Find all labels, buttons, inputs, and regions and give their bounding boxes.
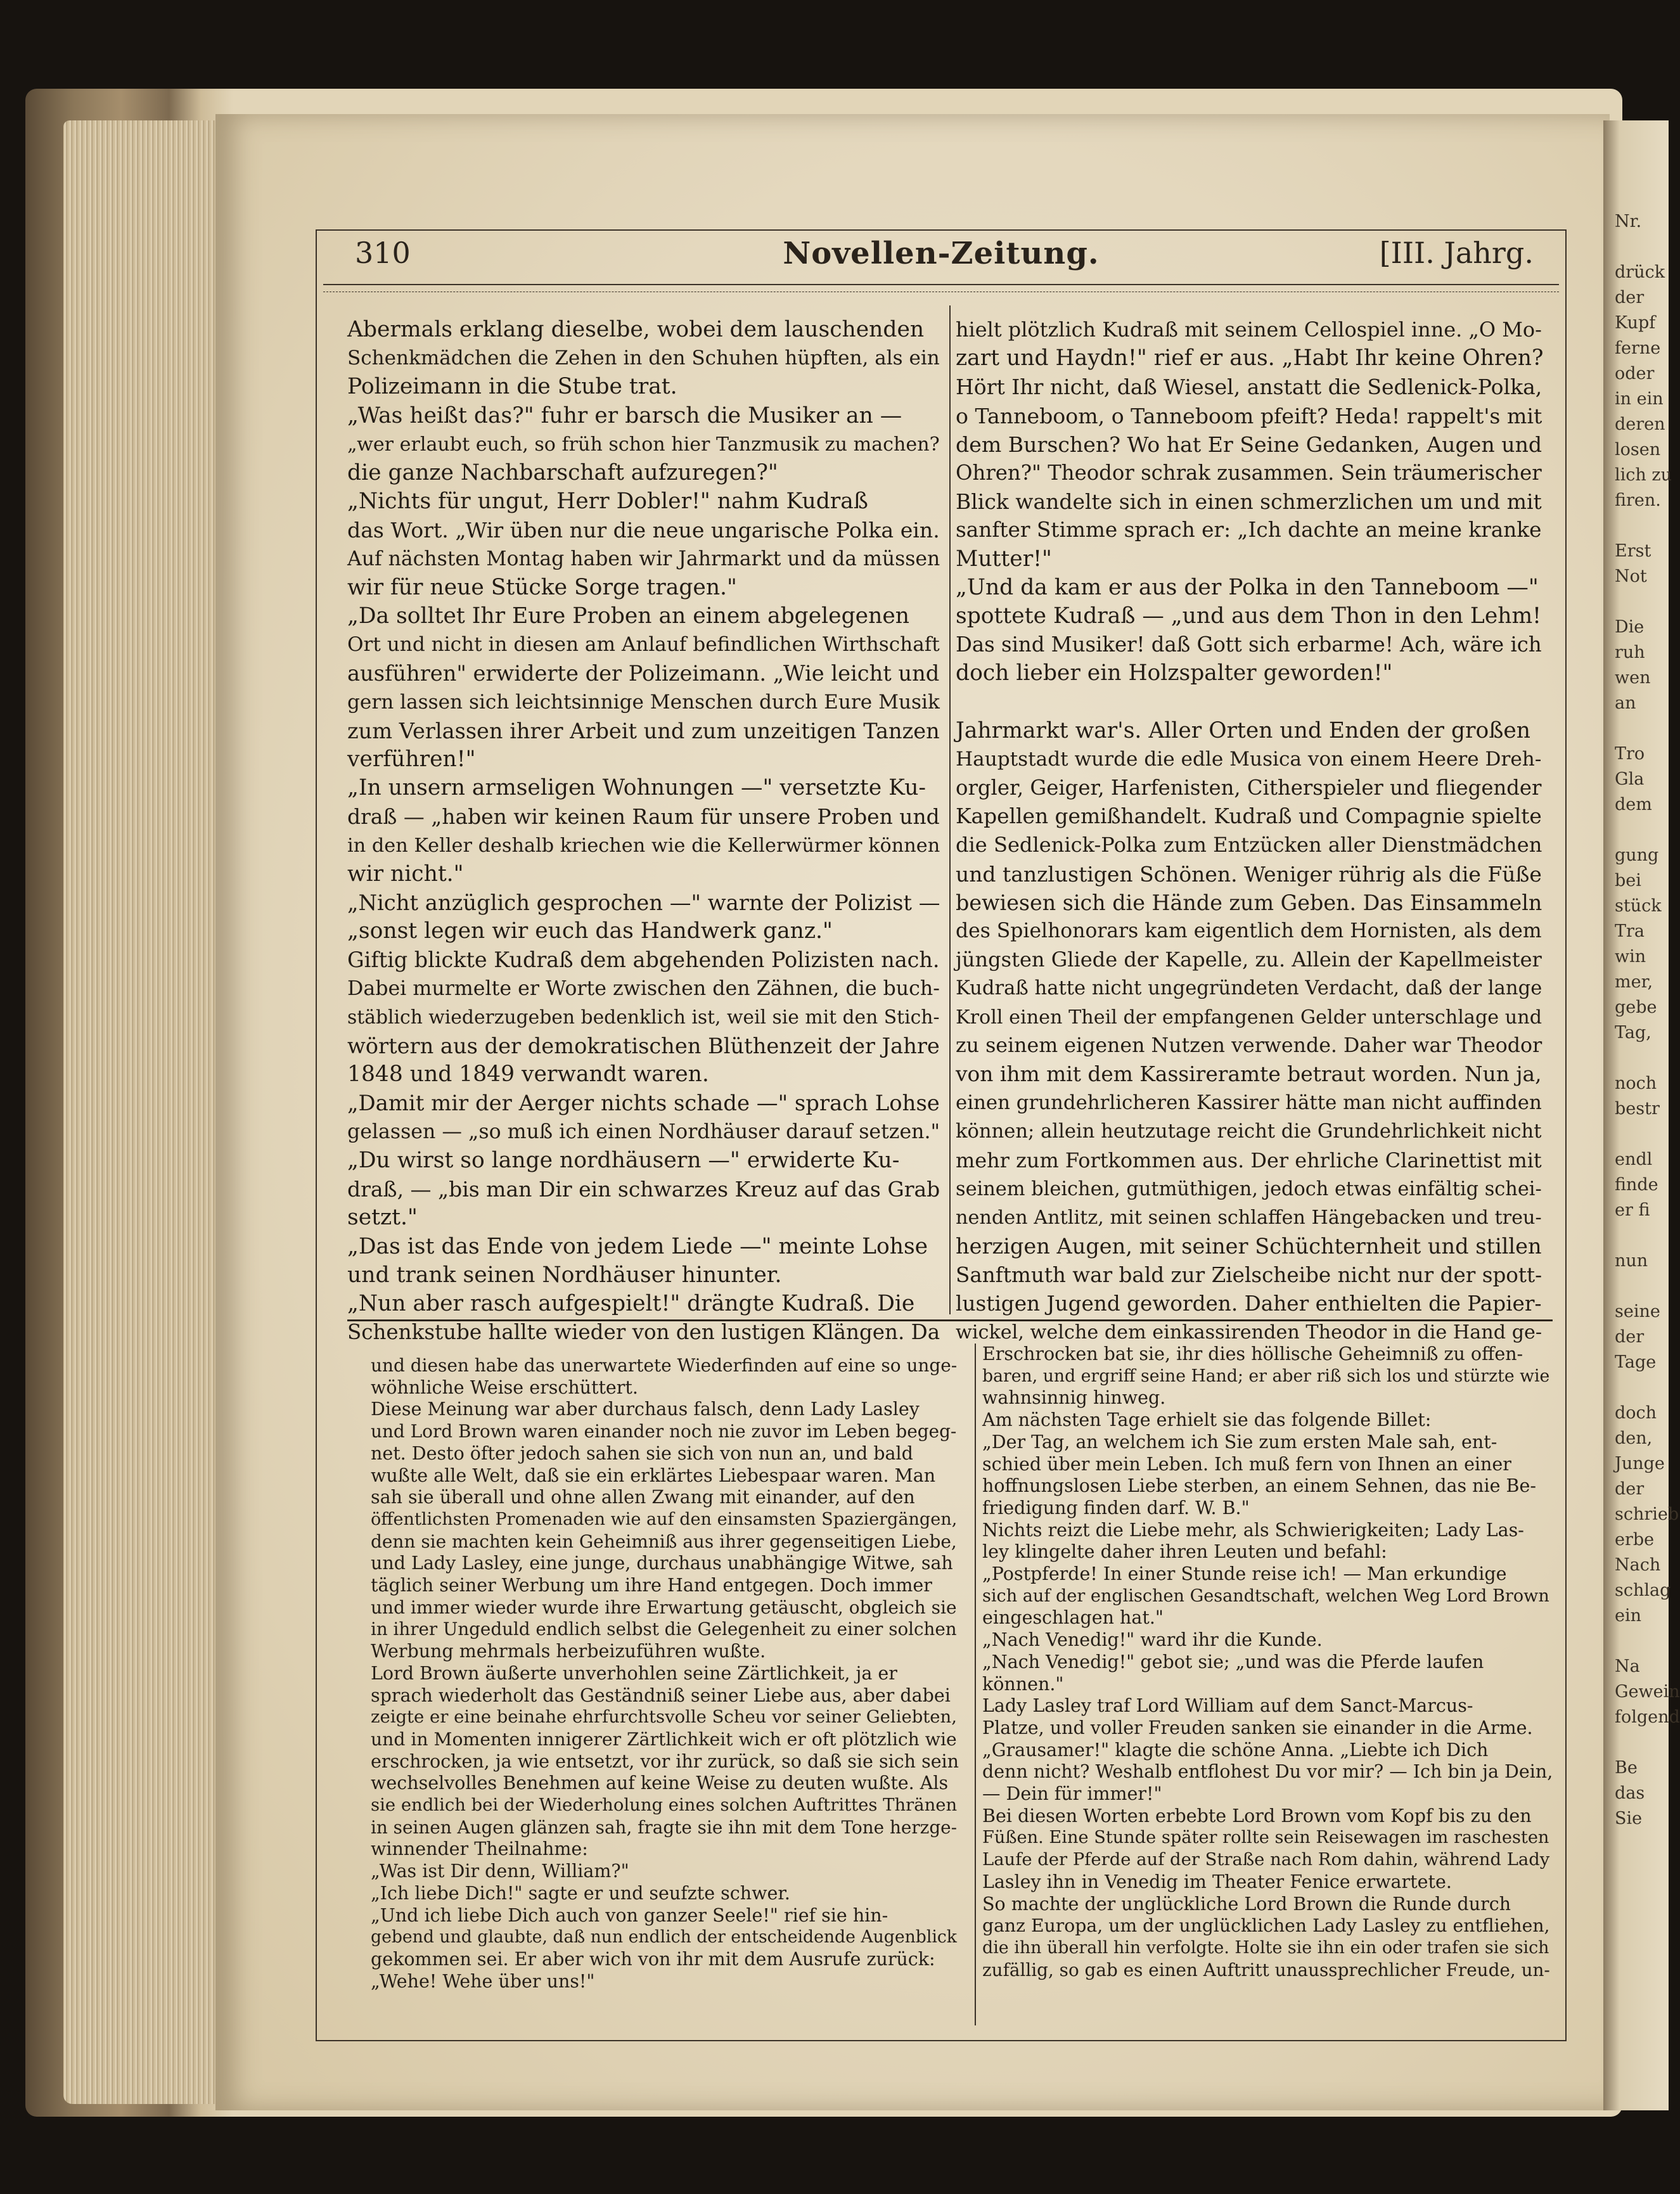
text-line: verführen!" [347, 747, 476, 773]
text-line: können; allein heutzutage reicht die Grundehrlichkeit nicht [956, 1120, 1542, 1143]
text-line: Sanftmuth war bald zur Zielscheibe nicht nur der spott- [956, 1262, 1542, 1287]
text-line: spottete Kudraß — „und aus dem Thon in den Lehm! [956, 603, 1542, 629]
text-line: Dabei murmelte er Worte zwischen den Zähnen, die buch- [347, 977, 940, 1000]
text-line: hoffnungslosen Liebe sterben, an einem Sehnen, das nie Be- [982, 1475, 1536, 1497]
text-line: Lady Lasley traf Lord William auf dem Sanct-Marcus- [982, 1695, 1473, 1717]
fragment-line: mer, [1615, 972, 1653, 992]
text-line: von ihm mit dem Kassireramte betraut worden. Nun ja, [956, 1062, 1542, 1087]
fragment-line: ferne [1615, 338, 1661, 358]
fragment-line: bei [1615, 871, 1641, 890]
fragment-line: nun [1615, 1251, 1648, 1271]
text-line: „Der Tag, an welchem ich Sie zum ersten Male sah, ent- [982, 1431, 1497, 1453]
text-line: sie endlich bei der Wiederholung eines solchen Auftrittes Thränen [371, 1795, 958, 1816]
text-line: „wer erlaubt euch, so früh schon hier Tanzmusik zu machen? [347, 433, 940, 456]
fragment-line: noch [1615, 1074, 1657, 1093]
text-line: in den Keller deshalb kriechen wie die Kellerwürmer können [347, 834, 940, 857]
text-line: „Was heißt das?" fuhr er barsch die Musiker an — [347, 402, 902, 428]
text-line: des Spielhonorars kam eigentlich dem Hornisten, als dem [956, 920, 1542, 943]
text-line: Hauptstadt wurde die edle Musica von einem Heere Dreh- [956, 747, 1542, 771]
text-line: wechselvolles Benehmen auf keine Weise zu deuten wußte. Als [371, 1773, 949, 1794]
fragment-line: folgend [1615, 1707, 1680, 1727]
fragment-line: Tage [1615, 1352, 1657, 1372]
text-line: Schenkmädchen die Zehen in den Schuhen hüpften, als ein [347, 347, 940, 370]
text-line: und trank seinen Nordhäuser hinunter. [347, 1262, 782, 1288]
text-line: nenden Antlitz, mit seinen schlaffen Hängebacken und treu- [956, 1207, 1542, 1229]
fragment-line: schrieb [1615, 1504, 1679, 1524]
text-line: o Tanneboom, o Tanneboom pfeift? Heda! rappelt's mit [956, 403, 1542, 428]
fragment-line: der [1615, 288, 1645, 307]
fragment-line: dem [1615, 795, 1652, 814]
text-line: wörtern aus der demokratischen Blüthenzeit der Jahre [347, 1034, 940, 1059]
fragment-line: Junge [1615, 1454, 1665, 1473]
fragment-line [1615, 1375, 1665, 1401]
text-line: das Wort. „Wir üben nur die neue ungarische Polka ein. [347, 518, 940, 543]
text-line: wußte alle Welt, daß sie ein erklärtes Liebespaar waren. Man [371, 1465, 936, 1486]
text-line: zu seinem eigenen Nutzen verwende. Daher war Theodor [956, 1034, 1542, 1057]
text-line: Lord Brown äußerte unverhohlen seine Zärtlichkeit, ja er [371, 1662, 897, 1684]
upper-right-column [956, 316, 1545, 1347]
fragment-line: Not [1615, 567, 1647, 586]
text-line: bewiesen sich die Hände zum Geben. Das Einsammeln [956, 890, 1542, 915]
text-line: winnender Theilnahme: [371, 1838, 588, 1860]
text-line: Abermals erklang dieselbe, wobei dem lauschenden [347, 317, 925, 342]
fragment-line: Be [1615, 1758, 1638, 1778]
fragment-line: an [1615, 693, 1636, 713]
fragment-line: bestr [1615, 1099, 1660, 1119]
fragment-line: stück [1615, 896, 1662, 916]
text-line: gebend und glaubte, daß nun endlich der entscheidende Augenblick [371, 1927, 957, 1947]
text-line: Laufe der Pferde auf der Straße nach Rom dahin, während Lady [982, 1850, 1550, 1870]
text-line: täglich seiner Werbung um ihre Hand entgegen. Doch immer [371, 1575, 932, 1596]
text-line: Nichts reizt die Liebe mehr, als Schwierigkeiten; Lady Las- [982, 1519, 1524, 1541]
text-line: zart und Haydn!" rief er aus. „Habt Ihr keine Ohren? [956, 345, 1544, 371]
lower-column-divider [975, 1344, 976, 2025]
text-line: setzt." [347, 1205, 418, 1231]
text-line: Bei diesen Worten erbebte Lord Brown vom Kopf bis zu den [982, 1805, 1532, 1826]
text-line: zufällig, so gab es einen Auftritt unaussprechlicher Freude, un- [982, 1959, 1550, 1980]
text-line: sah sie überall und ohne allen Zwang mit einander, auf den [371, 1487, 915, 1508]
upper-left-column [347, 316, 943, 1347]
fragment-line: doch [1615, 1403, 1657, 1423]
fragment-line: Erst [1615, 541, 1651, 561]
fragment-line: der [1615, 1327, 1645, 1347]
volume-label: [III. Jahrg. [1379, 236, 1534, 270]
text-line: „Nicht anzüglich gesprochen —" warnte der Polizist — [347, 890, 940, 916]
text-line: in seinen Augen glänzen sah, fragte sie ihn mit dem Tone herzge- [371, 1816, 958, 1838]
fragment-line: finde [1615, 1175, 1658, 1195]
fragment-line: Tag, [1615, 1023, 1651, 1042]
fragment-line [1615, 234, 1665, 260]
text-line: Am nächsten Tage erhielt sie das folgende Billet: [982, 1409, 1432, 1431]
text-line: friedigung finden darf. W. B." [982, 1497, 1250, 1518]
text-line: doch lieber ein Holzspalter geworden!" [956, 660, 1393, 686]
fragment-line: schlag [1615, 1581, 1671, 1600]
text-line: und Lord Brown waren einander noch nie zuvor im Leben begeg- [371, 1421, 957, 1442]
text-line: gelassen — „so muß ich einen Nordhäuser darauf setzen." [347, 1120, 940, 1143]
text-line: wir nicht." [347, 861, 464, 887]
text-line: ley klingelte daher ihren Leuten und befahl: [982, 1541, 1387, 1563]
text-line: gekommen sei. Er aber wich von ihr mit dem Ausrufe zurück: [371, 1948, 935, 1970]
text-line: „Grausamer!" klagte die schöne Anna. „Liebte ich Dich [982, 1739, 1489, 1761]
fragment-line: lich zu [1615, 465, 1672, 485]
page-stack-edge [63, 120, 228, 2104]
fragment-line: oder [1615, 364, 1655, 383]
text-line: draß, — „bis man Dir ein schwarzes Kreuz auf das Grab [347, 1177, 940, 1202]
fragment-line: wen [1615, 668, 1651, 688]
text-line: Mutter!" [956, 546, 1052, 572]
text-line: baren, und ergriff seine Hand; er aber riß sich los und stürzte wie [982, 1366, 1550, 1386]
fragment-line: Gewein [1615, 1682, 1680, 1702]
fragment-line: firen. [1615, 491, 1661, 510]
fragment-line: win [1615, 947, 1646, 966]
fragment-line: endl [1615, 1150, 1653, 1169]
fragment-line: Nach [1615, 1555, 1661, 1575]
page-number: 310 [355, 236, 411, 270]
text-line: „Und da kam er aus der Polka in den Tanneboom —" [956, 574, 1539, 600]
text-line: sich auf der englischen Gesandtschaft, welchen Weg Lord Brown [982, 1586, 1549, 1606]
text-line: wir für neue Stücke Sorge tragen." [347, 574, 737, 600]
text-line: können." [982, 1673, 1064, 1695]
fragment-line: er fi [1615, 1200, 1650, 1220]
text-line: gern lassen sich leichtsinnige Menschen durch Eure Musik [347, 690, 940, 714]
text-line: zeigte er eine beinahe ehrfurchtsvolle Scheu vor seiner Geliebten, [371, 1707, 957, 1728]
text-line: Erschrocken bat sie, ihr dies höllische Geheimniß zu offen- [982, 1344, 1523, 1364]
text-line: „Nach Venedig!" ward ihr die Kunde. [982, 1629, 1323, 1651]
text-line: erschrocken, ja wie entsetzt, vor ihr zurück, so daß sie sich sein [371, 1750, 959, 1772]
text-line: Schenkstube hallte wieder von den lustigen Klängen. Da [347, 1320, 940, 1345]
text-line: öffentlichsten Promenaden wie auf den einsamsten Spaziergängen, [371, 1509, 958, 1529]
fragment-line [1615, 589, 1665, 615]
text-line: stäblich wiederzugeben bedenklich ist, weil sie mit den Stich- [347, 1006, 940, 1029]
fragment-line: deren [1615, 414, 1665, 434]
text-line: 1848 und 1849 verwandt waren. [347, 1062, 709, 1087]
text-line: die ihn überall hin verfolgte. Holte sie ihn ein oder trafen sie sich [982, 1937, 1549, 1958]
lower-left-column [371, 1355, 960, 1992]
text-line: „sonst legen wir euch das Handwerk ganz." [347, 918, 833, 944]
text-line: Das sind Musiker! daß Gott sich erbarme! Ach, wäre ich [956, 632, 1542, 657]
journal-title: Novellen-Zeitung. [783, 236, 1100, 271]
fragment-line: Kupf [1615, 313, 1656, 333]
text-line: die ganze Nachbarschaft aufzuregen?" [347, 460, 778, 486]
text-line: sprach wiederholt das Geständniß seiner Liebe aus, aber dabei [371, 1684, 951, 1706]
text-line: ausführen" erwiderte der Polizeimann. „Wie leicht und [347, 661, 940, 686]
fragment-line [1615, 1730, 1665, 1755]
text-line: „Damit mir der Aerger nichts schade —" sprach Lohse [347, 1091, 940, 1116]
text-line: Hört Ihr nicht, daß Wiesel, anstatt die Sedlenick-Polka, [956, 375, 1542, 400]
column-divider [949, 305, 951, 1314]
text-line: und diesen habe das unerwartete Wiederfinden auf eine so unge- [371, 1355, 958, 1376]
text-line: denn sie machten kein Geheimniß aus ihrer gegenseitigen Liebe, [371, 1530, 957, 1552]
feuilleton-rule [347, 1319, 1553, 1321]
fragment-line: Sie [1615, 1809, 1643, 1828]
text-line: denn nicht? Weshalb entflohest Du vor mir? — Ich bin ja Dein, [982, 1761, 1553, 1783]
fragment-line: in ein [1615, 389, 1664, 409]
fragment-line: drück [1615, 262, 1665, 282]
text-line: „In unsern armseligen Wohnungen —" versetzte Ku- [347, 775, 927, 801]
text-line: „Nach Venedig!" gebot sie; „und was die Pferde laufen [982, 1651, 1484, 1672]
text-line: Auf nächsten Montag haben wir Jahrmarkt und da müssen [347, 547, 940, 570]
text-line: Blick wandelte sich in einen schmerzlichen um und mit [956, 489, 1542, 515]
fragment-line: ein [1615, 1606, 1642, 1626]
fragment-line [1615, 1274, 1665, 1299]
text-line: seinem bleichen, gutmüthigen, jedoch etwas einfältig schei- [956, 1177, 1542, 1200]
text-line: „Da solltet Ihr Eure Proben an einem abgelegenen [347, 603, 909, 629]
text-line: und in Momenten innigerer Zärtlichkeit wich er oft plötzlich wie [371, 1728, 957, 1750]
text-line: dem Burschen? Wo hat Er Seine Gedanken, Augen und [956, 432, 1542, 457]
text-line: „Ich liebe Dich!" sagte er und seufzte schwer. [371, 1882, 790, 1904]
fragment-line [1615, 1629, 1665, 1654]
text-line: So machte der unglückliche Lord Brown die Runde durch [982, 1893, 1511, 1915]
text-line: „Wehe! Wehe über uns!" [371, 1970, 595, 1992]
fragment-line: den, [1615, 1428, 1653, 1448]
fragment-line: Tro [1615, 744, 1645, 764]
text-line: „Nichts für ungut, Herr Dobler!" nahm Kudraß [347, 489, 868, 515]
text-line: mehr zum Fortkommen aus. Der ehrliche Clarinettist mit [956, 1148, 1542, 1172]
fragment-line: der [1615, 1479, 1645, 1499]
text-line: Füßen. Eine Stunde später rollte sein Reisewagen im raschesten [982, 1828, 1549, 1848]
fragment-line [1615, 1223, 1665, 1248]
fragment-line: Gla [1615, 769, 1645, 789]
text-line: Diese Meinung war aber durchaus falsch, denn Lady Lasley [371, 1399, 920, 1420]
text-line: und Lady Lasley, eine junge, durchaus unabhängige Witwe, sah [371, 1553, 953, 1574]
text-line: wöhnliche Weise erschüttert. [371, 1376, 638, 1398]
fragment-line: das [1615, 1783, 1645, 1803]
text-line: „Postpferde! In einer Stunde reise ich! — Man erkundige [982, 1563, 1507, 1585]
text-line: einen grundehrlicheren Kassirer hätte man nicht auffinden [956, 1091, 1542, 1115]
fragment-line: seine [1615, 1302, 1660, 1321]
fragment-line: Na [1615, 1657, 1640, 1676]
text-line: und tanzlustigen Schönen. Weniger rührig als die Füße [956, 861, 1542, 887]
text-line: net. Desto öfter jedoch sahen sie sich von nun an, und bald [371, 1442, 913, 1464]
text-line: Giftig blickte Kudraß dem abgehenden Polizisten nach. [347, 947, 940, 973]
text-line: „Was ist Dir denn, William?" [371, 1861, 629, 1882]
text-line: Kapellen gemißhandelt. Kudraß und Compagnie spielte [956, 804, 1542, 829]
fragment-line: Nr. [1615, 212, 1642, 231]
text-line: „Du wirst so lange nordhäusern —" erwiderte Ku- [347, 1147, 900, 1173]
text-line: hielt plötzlich Kudraß mit seinem Cellospiel inne. „O Mo- [956, 318, 1542, 342]
fragment-line: losen [1615, 440, 1661, 459]
text-line: „Und ich liebe Dich auch von ganzer Seele!" rief sie hin- [371, 1904, 888, 1926]
text-line: in ihrer Ungeduld endlich selbst die Gelegenheit zu einer solchen [371, 1619, 957, 1640]
text-line: Kudraß hatte nicht ungegründeten Verdacht, daß der lange [956, 977, 1542, 1000]
text-line: lustigen Jugend geworden. Daher enthielten die Papier- [956, 1291, 1542, 1316]
text-line: Ort und nicht in diesen am Anlauf befindlichen Wirthschaft [347, 633, 940, 657]
text-line: orgler, Geiger, Harfenisten, Citherspieler und fliegender [956, 776, 1542, 800]
text-line: sanfter Stimme sprach er: „Ich dachte an meine kranke [956, 518, 1542, 542]
facing-page-edge [1603, 120, 1680, 2110]
text-line: — Dein für immer!" [982, 1783, 1162, 1805]
text-line [956, 688, 1545, 717]
fragment-line [1615, 716, 1665, 741]
facing-page-text-fragments [1615, 209, 1680, 1832]
header-rule [323, 284, 1559, 292]
text-line: ganz Europa, um der unglücklichen Lady Lasley zu entfliehen, [982, 1915, 1550, 1937]
text-line: Jahrmarkt war's. Aller Orten und Enden der großen [956, 717, 1531, 743]
text-line: zum Verlassen ihrer Arbeit und zum unzeitigen Tanzen [347, 718, 940, 743]
text-line: Kroll einen Theil der empfangenen Gelder unterschlage und [956, 1006, 1542, 1029]
text-line: wickel, welche dem einkassirenden Theodor in die Hand ge- [956, 1321, 1542, 1344]
text-line: Platze, und voller Freuden sanken sie einander in die Arme. [982, 1717, 1533, 1738]
fragment-line: Tra [1615, 921, 1645, 941]
text-line: eingeschlagen hat." [982, 1607, 1164, 1629]
fragment-line [1615, 818, 1665, 843]
text-line: jüngsten Gliede der Kapelle, zu. Allein der Kapellmeister [956, 947, 1542, 972]
text-line: Lasley ihn in Venedig im Theater Fenice erwartete. [982, 1871, 1452, 1892]
text-line: Ohren?" Theodor schrak zusammen. Sein träumerischer [956, 461, 1542, 485]
fragment-line [1615, 1046, 1665, 1071]
text-line: „Nun aber rasch aufgespielt!" drängte Kudraß. Die [347, 1290, 915, 1316]
fragment-line: Die [1615, 617, 1645, 637]
text-line: schied über mein Leben. Ich muß fern von Ihnen an einer [982, 1453, 1511, 1475]
text-line: die Sedlenick-Polka zum Entzücken aller Dienstmädchen [956, 833, 1542, 857]
text-line: Werbung mehrmals herbeizuführen wußte. [371, 1641, 766, 1662]
text-line: Polizeimann in die Stube trat. [347, 374, 677, 400]
text-line: wahnsinnig hinweg. [982, 1387, 1166, 1409]
fragment-line: gung [1615, 845, 1659, 865]
running-header [330, 236, 1553, 278]
fragment-line [1615, 1122, 1665, 1147]
text-line: und immer wieder wurde ihre Erwartung getäuscht, obgleich sie [371, 1596, 957, 1618]
lower-right-column [982, 1344, 1553, 1981]
fragment-line: erbe [1615, 1530, 1655, 1549]
text-line: herzigen Augen, mit seiner Schüchternheit und stillen [956, 1234, 1542, 1259]
text-line: „Das ist das Ende von jedem Liede —" meinte Lohse [347, 1233, 928, 1259]
fragment-line: gebe [1615, 998, 1657, 1017]
fragment-line: ruh [1615, 643, 1645, 662]
text-line: draß — „haben wir keinen Raum für unsere Proben und [347, 804, 940, 830]
fragment-line [1615, 513, 1665, 539]
